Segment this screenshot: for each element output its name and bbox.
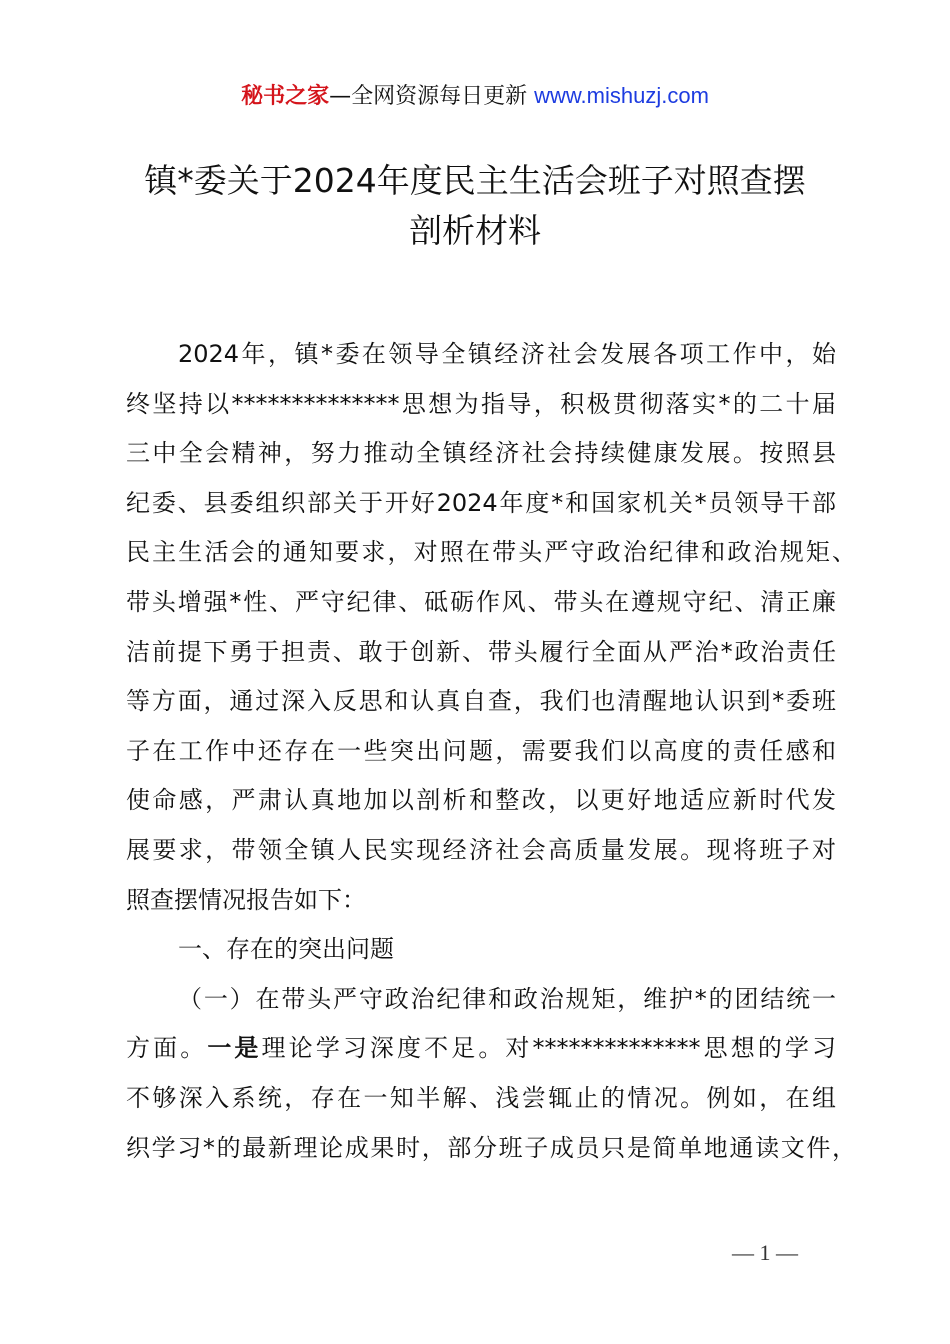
point-marker: 一是 (207, 1034, 262, 1063)
document-title (100, 156, 850, 256)
intro-paragraph (126, 330, 856, 925)
site-url-link[interactable]: www.mishuzj.com (534, 83, 709, 108)
site-tagline: —全网资源每日更新 (329, 84, 528, 109)
paragraph-line: 照查摆情况报告如下： (126, 885, 366, 914)
paragraph-line: 等方面，通过深入反思和认真自查，我们也清醒地认识到*委班 (126, 687, 836, 716)
paragraph-line: 洁前提下勇于担责、敢于创新、带头履行全面从严治*政治责任 (126, 637, 836, 666)
paragraph-line (126, 1024, 836, 1074)
subsection-paragraph (126, 975, 856, 1173)
page-number: — 1 — (732, 1240, 798, 1265)
paragraph-line: 子在工作中还存在一些突出问题，需要我们以高度的责任感和 (126, 736, 836, 765)
paragraph-line: 三中全会精神，努力推动全镇经济社会持续健康发展。按照县 (126, 439, 836, 468)
title-line-2: 剖析材料 (409, 211, 541, 250)
paragraph-line: 不够深入系统，存在一知半解、浅尝辄止的情况。例如，在组 (126, 1083, 836, 1112)
paragraph-line: 展要求，带领全镇人民实现经济社会高质量发展。现将班子对 (126, 835, 836, 864)
site-brand: 秘书之家 (241, 84, 330, 109)
subsection-label: 方面。 (126, 1034, 208, 1063)
paragraph-line: 带头增强*性、严守纪律、砥砺作风、带头在遵规守纪、清正廉 (126, 587, 836, 616)
paragraph-line: （一）在带头严守政治纪律和政治规矩，维护*的团结统一 (178, 984, 836, 1013)
paragraph-line: 终坚持以**************思想为指导，积极贯彻落实*的二十届 (126, 389, 836, 418)
site-header (0, 80, 950, 113)
paragraph-line: 2024年，镇*委在领导全镇经济社会发展各项工作中，始 (178, 340, 836, 368)
document-body (126, 330, 856, 1173)
paragraph-line: 民主生活会的通知要求，对照在带头严守政治纪律和政治规矩、 (126, 538, 856, 567)
paragraph-line: 使命感，严肃认真地加以剖析和整改，以更好地适应新时代发 (126, 786, 836, 815)
point-text: 理论学习深度不足。对**************思想的学习 (261, 1034, 837, 1063)
paragraph-line: 织学习*的最新理论成果时，部分班子成员只是简单地通读文件， (126, 1133, 856, 1162)
title-line-1: 镇*委关于2024年度民主生活会班子对照查摆 (144, 161, 806, 200)
paragraph-line: 纪委、县委组织部关于开好2024年度*和国家机关*员领导干部 (126, 488, 836, 517)
section-heading: 一、存在的突出问题 (178, 935, 394, 964)
